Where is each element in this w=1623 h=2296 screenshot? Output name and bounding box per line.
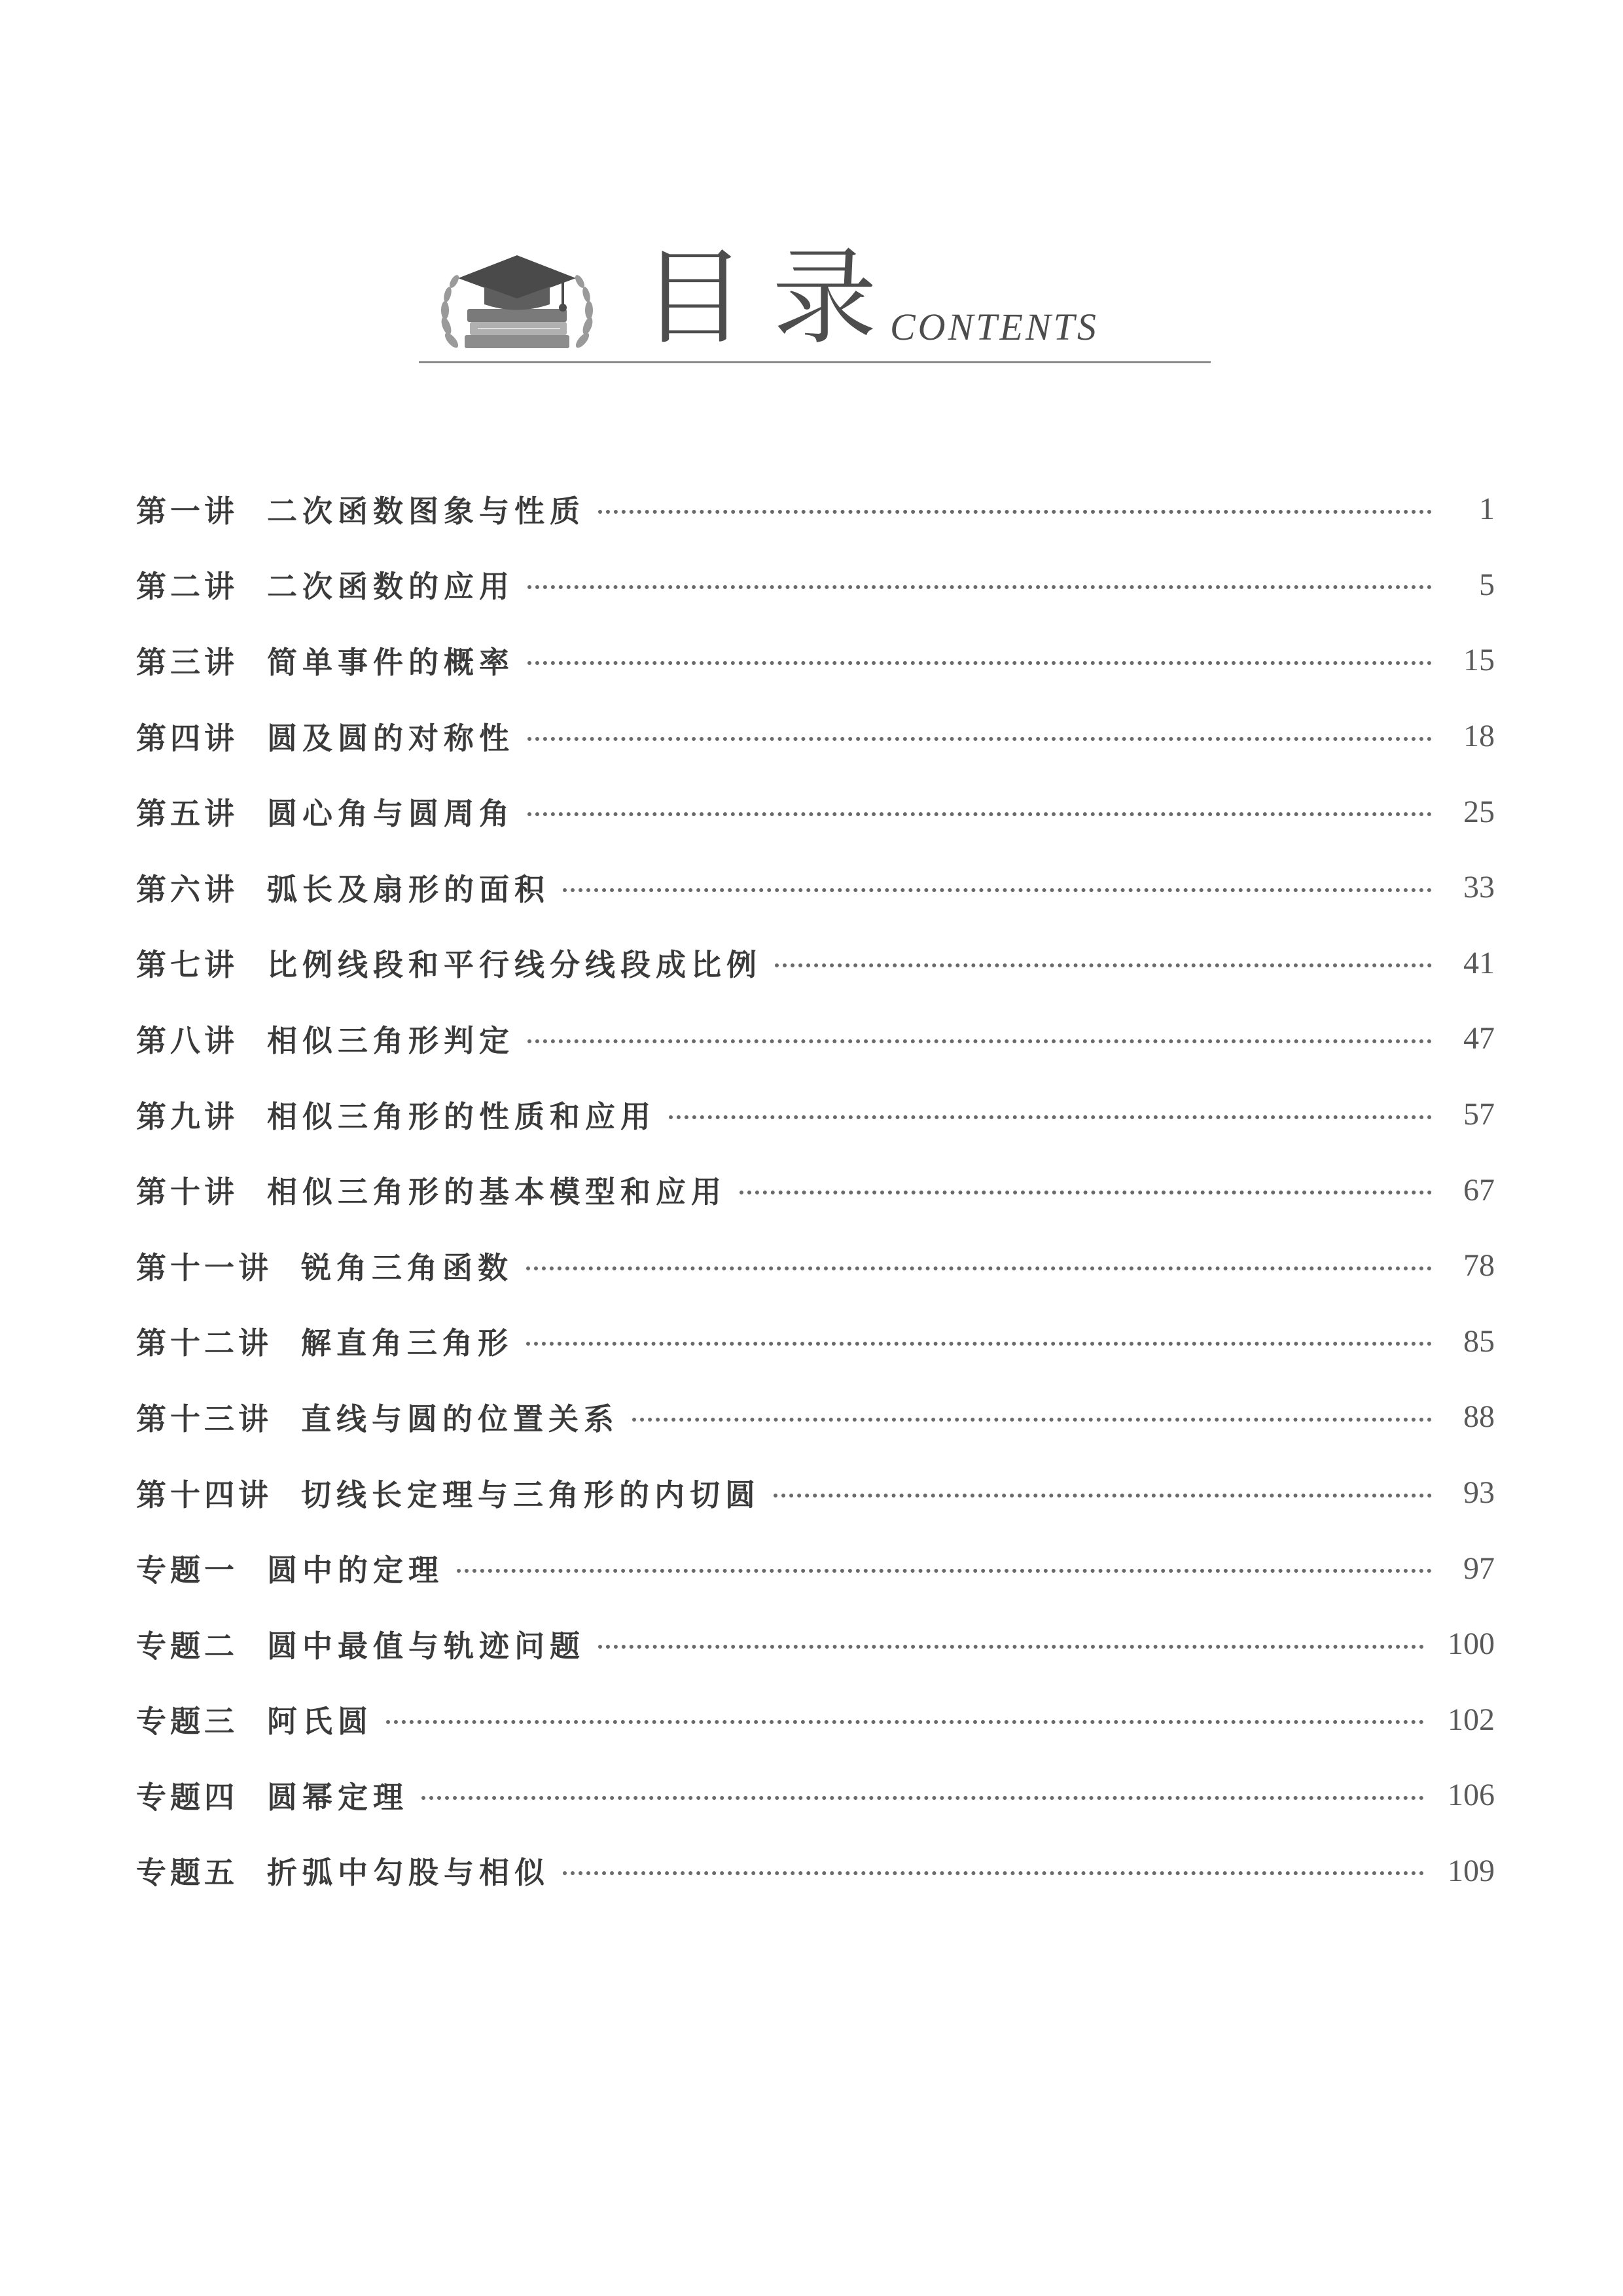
toc-row[interactable]	[136, 850, 1495, 925]
toc-page-number: 25	[1463, 794, 1495, 829]
toc-title: 弧长及扇形的面积	[267, 871, 550, 907]
graduation-cap-books-icon	[432, 242, 602, 353]
toc-page-number: 67	[1463, 1172, 1495, 1208]
toc-leader	[563, 888, 1432, 892]
toc-page-number: 47	[1463, 1021, 1495, 1056]
toc-chapter: 第六讲	[136, 871, 238, 907]
toc-leader	[421, 1796, 1424, 1800]
toc-row[interactable]	[136, 1304, 1495, 1380]
toc-row[interactable]	[136, 1530, 1495, 1606]
toc-leader	[526, 1342, 1432, 1346]
toc-title: 阿氏圆	[267, 1704, 373, 1740]
toc-leader	[527, 812, 1432, 816]
toc-row[interactable]	[136, 1228, 1495, 1304]
toc-page-number: 18	[1463, 719, 1495, 754]
toc-page-number: 97	[1463, 1551, 1495, 1586]
toc-leader	[563, 1871, 1424, 1875]
toc-title: 二次函数图象与性质	[267, 493, 585, 529]
toc-title: 圆及圆的对称性	[267, 720, 514, 756]
toc-leader	[526, 1266, 1432, 1270]
toc-title: 直线与圆的位置关系	[301, 1401, 619, 1437]
toc-chapter: 专题四	[136, 1779, 238, 1815]
toc-title: 比例线段和平行线分线段成比例	[267, 947, 762, 983]
toc-title: 折弧中勾股与相似	[267, 1855, 550, 1891]
toc-row[interactable]	[136, 1152, 1495, 1228]
toc-leader	[457, 1569, 1432, 1573]
toc-title: 锐角三角函数	[301, 1249, 513, 1285]
contents-header	[419, 236, 1211, 373]
toc-page-number: 57	[1463, 1097, 1495, 1132]
toc-chapter: 第七讲	[136, 947, 238, 983]
toc-chapter: 专题一	[136, 1552, 238, 1588]
toc-row[interactable]	[136, 471, 1495, 547]
toc-row[interactable]	[136, 698, 1495, 774]
toc-chapter: 第二讲	[136, 569, 238, 605]
toc-chapter: 第十一讲	[136, 1249, 272, 1285]
toc-row[interactable]	[136, 1833, 1495, 1909]
toc-page-number: 5	[1479, 567, 1495, 602]
toc-chapter: 第八讲	[136, 1022, 238, 1058]
toc-leader	[527, 737, 1432, 741]
toc-row[interactable]	[136, 1077, 1495, 1153]
toc-leader	[386, 1720, 1424, 1724]
toc-leader	[775, 963, 1432, 967]
toc-page-number: 93	[1463, 1475, 1495, 1511]
toc-page-number: 41	[1463, 945, 1495, 980]
toc-leader	[527, 1039, 1432, 1043]
toc-chapter: 专题二	[136, 1628, 238, 1664]
toc-title: 相似三角形的基本模型和应用	[267, 1174, 726, 1210]
toc-chapter: 第十三讲	[136, 1401, 272, 1437]
toc-row[interactable]	[136, 774, 1495, 850]
toc-page-number: 106	[1448, 1778, 1495, 1813]
toc-leader	[740, 1191, 1432, 1194]
toc-row[interactable]	[136, 1682, 1495, 1758]
toc-page-number: 109	[1448, 1853, 1495, 1888]
toc-title: 圆心角与圆周角	[267, 796, 514, 832]
toc-leader	[669, 1115, 1432, 1119]
toc-title: 圆中的定理	[267, 1552, 444, 1588]
toc-chapter: 第十二讲	[136, 1325, 272, 1361]
header-divider	[419, 361, 1211, 363]
toc-chapter: 第十讲	[136, 1174, 238, 1210]
toc-title: 圆幂定理	[267, 1779, 408, 1815]
toc-row[interactable]	[136, 1455, 1495, 1531]
toc-page-number: 85	[1463, 1323, 1495, 1359]
toc-leader	[632, 1418, 1432, 1422]
toc-chapter: 第十四讲	[136, 1477, 272, 1513]
toc-title: 相似三角形判定	[267, 1022, 514, 1058]
toc-chapter: 第九讲	[136, 1098, 238, 1134]
toc-chapter: 专题五	[136, 1855, 238, 1891]
page-subtitle: CONTENTS	[890, 306, 1099, 348]
toc-row[interactable]	[136, 925, 1495, 1001]
page-title: 目录	[641, 236, 904, 359]
toc-chapter: 第三讲	[136, 644, 238, 680]
toc-title: 简单事件的概率	[267, 644, 514, 680]
toc-leader	[774, 1494, 1432, 1498]
toc-chapter: 专题三	[136, 1704, 238, 1740]
toc-page-number: 1	[1479, 492, 1495, 527]
toc-chapter: 第一讲	[136, 493, 238, 529]
table-of-contents	[136, 471, 1495, 1909]
toc-row[interactable]	[136, 622, 1495, 698]
toc-page-number: 15	[1463, 643, 1495, 678]
toc-row[interactable]	[136, 1606, 1495, 1682]
toc-page-number: 100	[1448, 1626, 1495, 1662]
toc-row[interactable]	[136, 1001, 1495, 1077]
toc-chapter: 第五讲	[136, 796, 238, 832]
toc-leader	[527, 585, 1432, 589]
toc-row[interactable]	[136, 1379, 1495, 1455]
toc-title: 切线长定理与三角形的内切圆	[301, 1477, 760, 1513]
toc-page-number: 102	[1448, 1702, 1495, 1737]
toc-title: 相似三角形的性质和应用	[267, 1098, 656, 1134]
toc-leader	[598, 1645, 1424, 1649]
toc-leader	[527, 661, 1432, 665]
toc-row[interactable]	[136, 547, 1495, 623]
toc-page-number: 78	[1463, 1248, 1495, 1283]
toc-leader	[598, 510, 1432, 514]
toc-page-number: 88	[1463, 1399, 1495, 1435]
toc-title: 圆中最值与轨迹问题	[267, 1628, 585, 1664]
toc-page-number: 33	[1463, 870, 1495, 905]
toc-chapter: 第四讲	[136, 720, 238, 756]
toc-row[interactable]	[136, 1757, 1495, 1833]
toc-title: 二次函数的应用	[267, 569, 514, 605]
toc-title: 解直角三角形	[301, 1325, 513, 1361]
